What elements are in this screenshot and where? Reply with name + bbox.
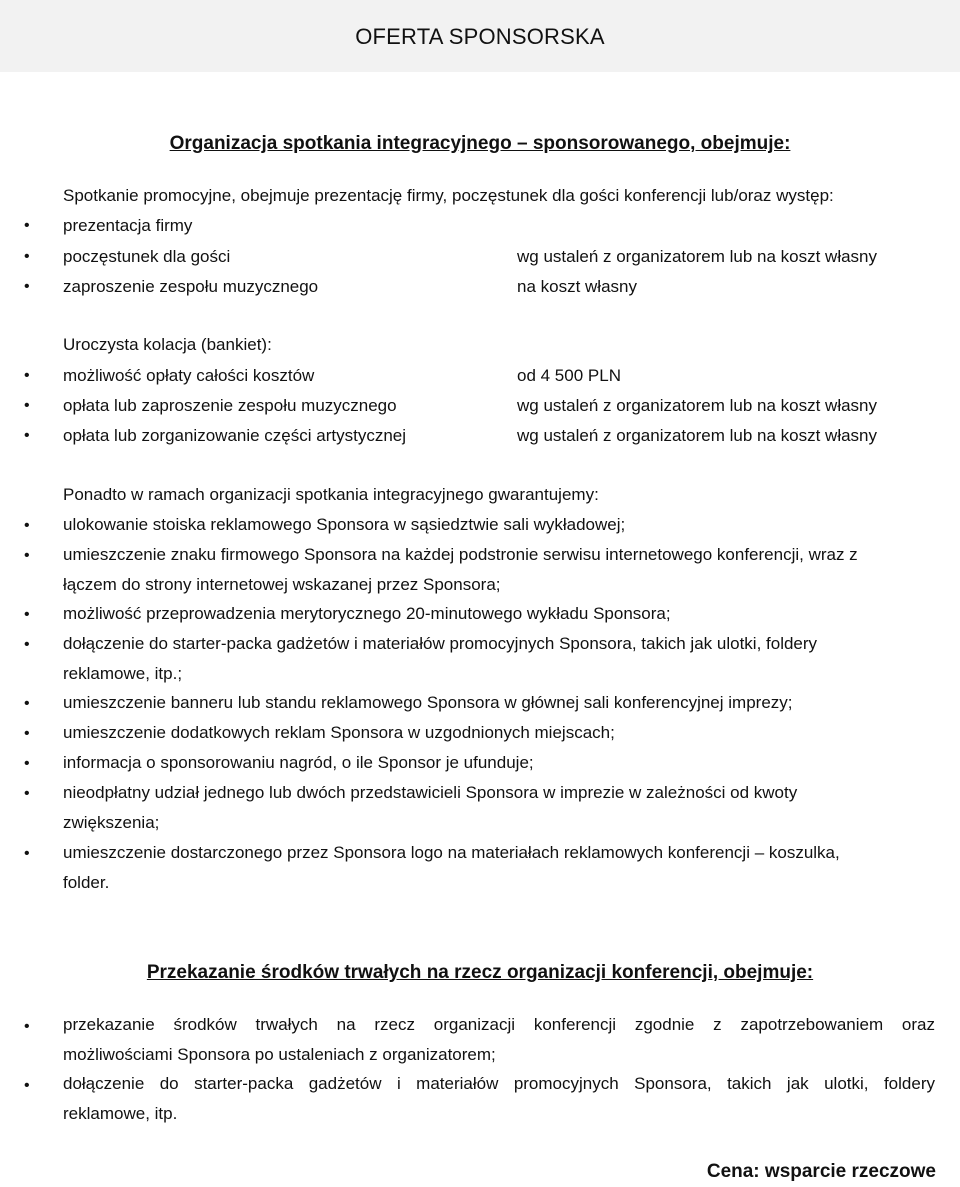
list-item: dołączenie do starter-packa gadżetów i materiałów promocyjnych Sponsora, takich jak ulotki, foldery: [63, 634, 818, 653]
price-label: Cena: wsparcie rzeczowe: [706, 1161, 936, 1182]
list-item: dołączenie do starter-packa gadżetów i materiałów promocyjnych Sponsora, takich jak ulotki, foldery: [63, 1074, 935, 1093]
list-item-continuation: folder.: [63, 873, 110, 892]
banquet-item-label: możliwość opłaty całości kosztów: [63, 366, 315, 385]
banquet-item-detail: wg ustaleń z organizatorem lub na koszt własny: [517, 396, 878, 415]
section2-heading: Przekazanie środków trwałych na rzecz organizacji konferencji, obejmuje:: [146, 962, 814, 983]
bullet-icon: •: [24, 367, 30, 384]
banquet-intro: Uroczysta kolacja (bankiet):: [63, 335, 272, 354]
section1-item-label: poczęstunek dla gości: [63, 247, 231, 266]
bullet-icon: •: [24, 517, 30, 534]
header-band: [0, 0, 960, 72]
section1-intro: Spotkanie promocyjne, obejmuje prezentację firmy, poczęstunek dla gości konferencji lub/oraz występ:: [63, 186, 834, 205]
bullet-icon: •: [24, 248, 30, 265]
list-item: informacja o sponsorowaniu nagród, o ile Sponsor je ufunduje;: [63, 753, 534, 772]
banquet-item-label: opłata lub zaproszenie zespołu muzycznego: [63, 396, 397, 415]
bullet-icon: •: [24, 695, 30, 712]
list-item: przekazanie środków trwałych na rzecz organizacji konferencji zgodnie z zapotrzebowaniem oraz: [63, 1015, 935, 1034]
guarantees-intro: Ponadto w ramach organizacji spotkania integracyjnego gwarantujemy:: [63, 485, 599, 504]
bullet-icon: •: [24, 845, 30, 862]
bullet-icon: •: [24, 755, 30, 772]
section1-item-label: zaproszenie zespołu muzycznego: [63, 277, 319, 296]
bullet-icon: •: [24, 427, 30, 444]
list-item-continuation: możliwościami Sponsora po ustaleniach z organizatorem;: [63, 1045, 496, 1064]
list-item-continuation: zwiększenia;: [63, 813, 160, 832]
list-item: umieszczenie dodatkowych reklam Sponsora w uzgodnionych miejscach;: [63, 723, 615, 742]
list-item-continuation: reklamowe, itp.;: [63, 664, 183, 683]
section1-item-detail: na koszt własny: [517, 277, 637, 296]
section1-item-label: prezentacja firmy: [63, 216, 193, 235]
list-item: nieodpłatny udział jednego lub dwóch przedstawicieli Sponsora w imprezie w zależności od kwoty: [63, 783, 798, 802]
bullet-icon: •: [24, 636, 30, 653]
bullet-icon: •: [24, 606, 30, 623]
list-item: możliwość przeprowadzenia merytorycznego 20-minutowego wykładu Sponsora;: [63, 604, 671, 623]
bullet-icon: •: [24, 785, 30, 802]
list-item: umieszczenie banneru lub standu reklamowego Sponsora w głównej sali konferencyjnej imprezy;: [63, 693, 793, 712]
list-item: umieszczenie dostarczonego przez Sponsora logo na materiałach reklamowych konferencji – koszulka,: [63, 843, 840, 862]
banquet-item-detail: wg ustaleń z organizatorem lub na koszt własny: [517, 426, 878, 445]
list-item: ulokowanie stoiska reklamowego Sponsora w sąsiedztwie sali wykładowej;: [63, 515, 626, 534]
section1-item-detail: wg ustaleń z organizatorem lub na koszt własny: [517, 247, 878, 266]
bullet-icon: •: [24, 217, 30, 234]
banquet-item-label: opłata lub zorganizowanie części artystycznej: [63, 426, 407, 445]
bullet-icon: •: [24, 1077, 30, 1094]
bullet-icon: •: [24, 547, 30, 564]
bullet-icon: •: [24, 725, 30, 742]
bullet-icon: •: [24, 278, 30, 295]
section1-heading: Organizacja spotkania integracyjnego – sponsorowanego, obejmuje:: [169, 133, 791, 154]
banquet-item-detail: od 4 500 PLN: [517, 366, 621, 385]
list-item: umieszczenie znaku firmowego Sponsora na każdej podstronie serwisu internetowego konferencji, wraz z: [63, 545, 858, 564]
list-item-continuation: reklamowe, itp.: [63, 1104, 178, 1123]
bullet-icon: •: [24, 397, 30, 414]
bullet-icon: •: [24, 1018, 30, 1035]
list-item-continuation: łączem do strony internetowej wskazanej przez Sponsora;: [63, 575, 501, 594]
page-title: OFERTA SPONSORSKA: [355, 24, 605, 49]
